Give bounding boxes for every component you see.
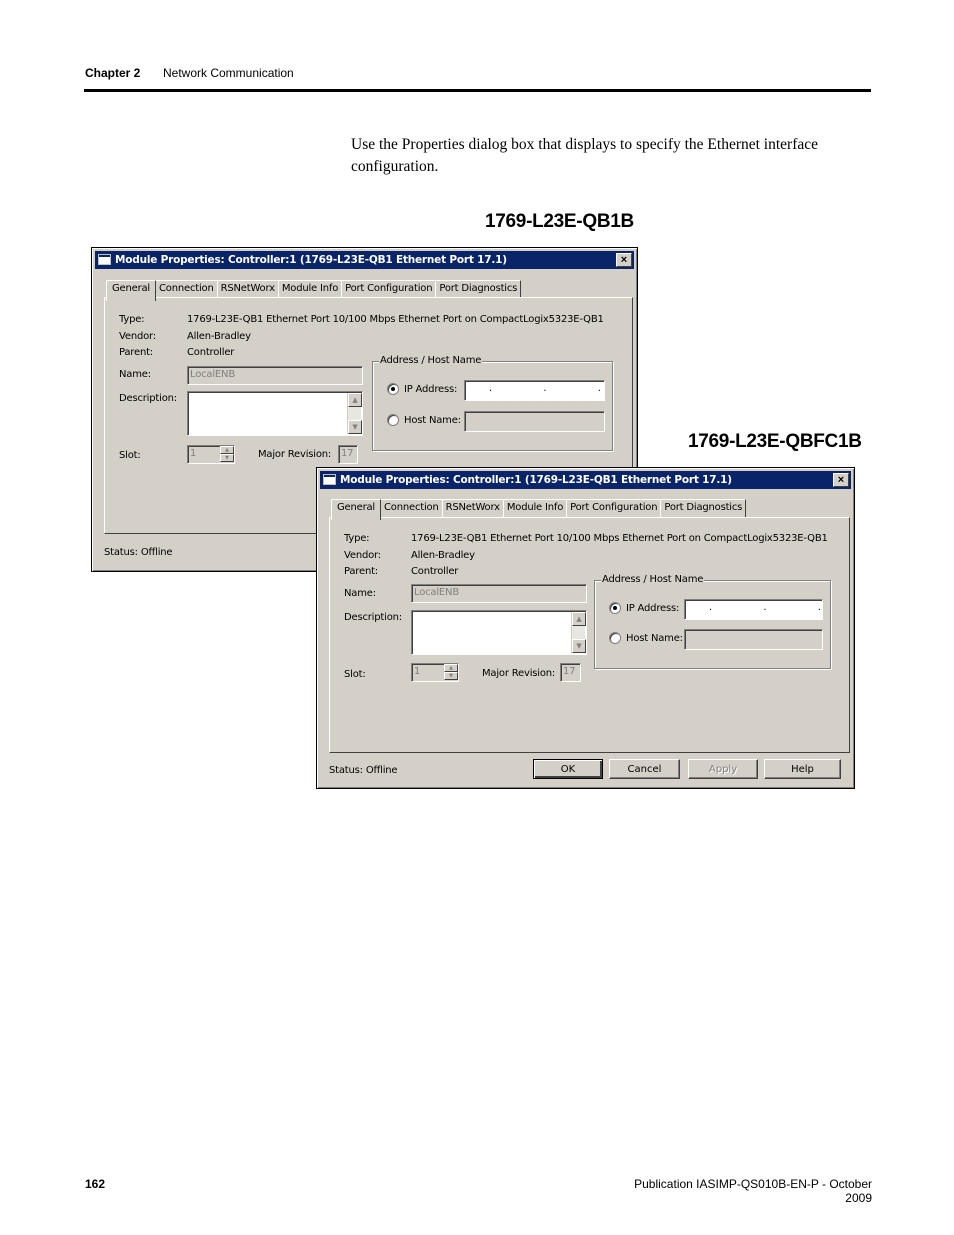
dialog-1-tabs	[106, 278, 520, 298]
description-label: Description:	[344, 612, 402, 623]
dialog-2-tabs	[331, 497, 745, 517]
scroll-down-icon[interactable]: ▼	[348, 420, 362, 434]
parent-value: Controller	[187, 347, 235, 358]
tab-module-info[interactable]: Module Info	[278, 280, 342, 298]
description-field[interactable]	[411, 610, 587, 655]
host-name-label: Host Name:	[626, 633, 683, 644]
status-text: Status: Offline	[329, 765, 398, 776]
description-scrollbar[interactable]	[347, 393, 361, 434]
chapter-title: Network Communication	[163, 66, 294, 80]
spin-down-icon[interactable]: ▼	[444, 672, 458, 680]
host-name-radio[interactable]	[609, 632, 621, 644]
tab-connection[interactable]: Connection	[155, 280, 218, 298]
dialog-2-title: Module Properties: Controller:1 (1769-L23E-QB1 Ethernet Port 17.1)	[340, 474, 732, 486]
type-value: 1769-L23E-QB1 Ethernet Port 10/100 Mbps Ethernet Port on CompactLogix5323E-QB1	[411, 533, 828, 544]
dialog-1-title: Module Properties: Controller:1 (1769-L23E-QB1 Ethernet Port 17.1)	[115, 254, 507, 266]
slot-spinner[interactable]	[220, 446, 234, 462]
address-legend: Address / Host Name	[602, 574, 704, 585]
ok-button[interactable]: OK	[533, 759, 603, 779]
host-name-field[interactable]	[464, 411, 605, 432]
window-icon	[323, 474, 336, 485]
caption-qbfc1b: 1769-L23E-QBFC1B	[688, 431, 862, 452]
dialog-1-titlebar[interactable]	[95, 251, 634, 269]
slot-spinner[interactable]	[444, 664, 458, 680]
module-properties-dialog-2	[316, 467, 855, 789]
close-icon[interactable]: ×	[616, 253, 632, 267]
window-icon	[98, 254, 111, 265]
name-label: Name:	[119, 369, 151, 380]
description-scrollbar[interactable]	[571, 612, 585, 653]
tab-port-diagnostics[interactable]: Port Diagnostics	[660, 499, 746, 517]
address-legend: Address / Host Name	[380, 355, 482, 366]
dialog-2-titlebar[interactable]	[320, 471, 851, 489]
slot-label: Slot:	[344, 669, 366, 680]
major-revision-field[interactable]: 17	[560, 663, 581, 682]
type-label: Type:	[344, 533, 370, 544]
parent-label: Parent:	[119, 347, 153, 358]
cancel-button[interactable]: Cancel	[609, 759, 680, 779]
chapter-label: Chapter 2	[85, 66, 141, 80]
major-revision-label: Major Revision:	[258, 449, 332, 460]
close-icon[interactable]: ×	[833, 473, 849, 487]
vendor-label: Vendor:	[344, 550, 381, 561]
address-groupbox	[372, 355, 625, 451]
address-groupbox	[594, 574, 845, 669]
description-label: Description:	[119, 393, 177, 404]
description-field[interactable]	[187, 391, 363, 436]
intro-paragraph: Use the Properties dialog box that displays to specify the Ethernet interface configuration.	[351, 136, 819, 175]
tab-rsnetworx[interactable]: RSNetWorx	[442, 499, 504, 517]
major-revision-label: Major Revision:	[482, 668, 556, 679]
header-rule	[84, 89, 871, 92]
type-value: 1769-L23E-QB1 Ethernet Port 10/100 Mbps Ethernet Port on CompactLogix5323E-QB1	[187, 314, 604, 325]
spin-up-icon[interactable]: ▲	[444, 664, 458, 672]
parent-value: Controller	[411, 566, 459, 577]
tab-port-configuration[interactable]: Port Configuration	[566, 499, 661, 517]
tab-general[interactable]: General	[331, 499, 381, 520]
parent-label: Parent:	[344, 566, 378, 577]
scroll-up-icon[interactable]: ▲	[348, 393, 362, 407]
page-number: 162	[85, 1177, 106, 1191]
ip-address-radio[interactable]	[387, 383, 399, 395]
slot-label: Slot:	[119, 450, 141, 461]
host-name-radio[interactable]	[387, 414, 399, 426]
name-field[interactable]: LocalENB	[187, 366, 363, 385]
slot-field[interactable]: 1	[411, 663, 459, 682]
vendor-value: Allen-Bradley	[187, 331, 251, 342]
ip-address-field[interactable]: . . .	[464, 380, 605, 401]
caption-qb1b: 1769-L23E-QB1B	[485, 211, 634, 232]
scroll-up-icon[interactable]: ▲	[572, 612, 586, 626]
host-name-field[interactable]	[684, 629, 823, 650]
tab-module-info[interactable]: Module Info	[503, 499, 567, 517]
tab-rsnetworx[interactable]: RSNetWorx	[217, 280, 279, 298]
major-revision-field[interactable]: 17	[338, 445, 358, 464]
ip-address-label: IP Address:	[404, 384, 458, 395]
tab-connection[interactable]: Connection	[380, 499, 443, 517]
vendor-label: Vendor:	[119, 331, 156, 342]
host-name-label: Host Name:	[404, 415, 461, 426]
spin-up-icon[interactable]: ▲	[220, 446, 234, 454]
type-label: Type:	[119, 314, 145, 325]
tab-port-configuration[interactable]: Port Configuration	[341, 280, 436, 298]
tab-general[interactable]: General	[106, 280, 156, 301]
tab-port-diagnostics[interactable]: Port Diagnostics	[435, 280, 521, 298]
ip-address-label: IP Address:	[626, 603, 680, 614]
ip-address-field[interactable]: . . .	[684, 599, 823, 620]
apply-button[interactable]: Apply	[688, 759, 758, 779]
help-button[interactable]: Help	[764, 759, 841, 779]
publication-info: Publication IASIMP-QS010B-EN-P - October 2009	[634, 1177, 872, 1205]
slot-field[interactable]: 1	[187, 445, 235, 464]
scroll-down-icon[interactable]: ▼	[572, 639, 586, 653]
dialog-2-general-panel	[329, 517, 850, 753]
ip-address-radio[interactable]	[609, 602, 621, 614]
name-label: Name:	[344, 588, 376, 599]
name-field[interactable]: LocalENB	[411, 584, 587, 603]
status-text: Status: Offline	[104, 547, 173, 558]
spin-down-icon[interactable]: ▼	[220, 454, 234, 462]
vendor-value: Allen-Bradley	[411, 550, 475, 561]
